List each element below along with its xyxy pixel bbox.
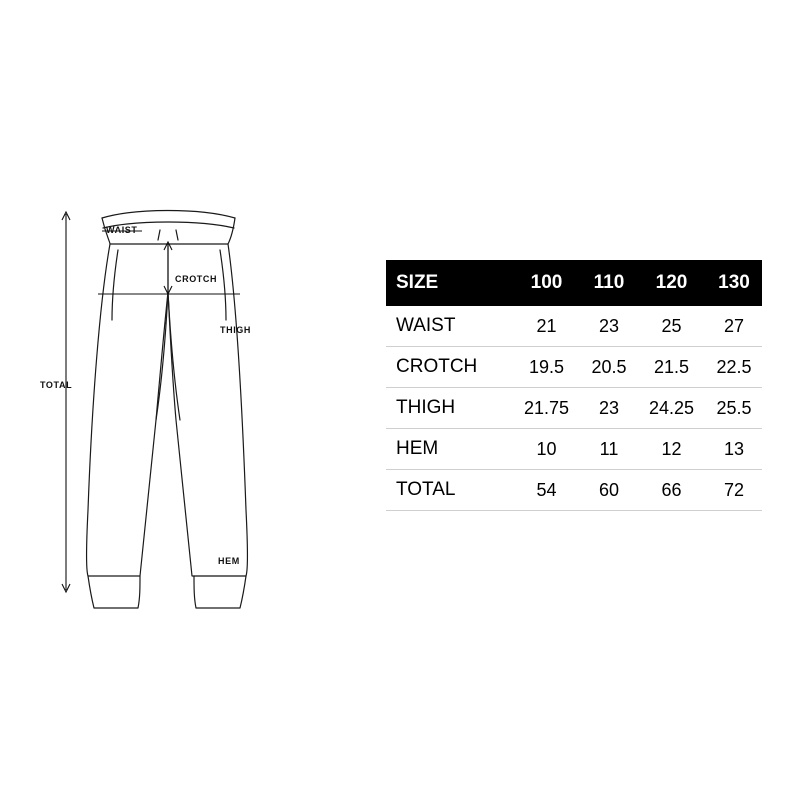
cell-total-130: 72 <box>706 470 762 511</box>
table-row <box>386 429 762 470</box>
cell-total-120: 66 <box>637 470 706 511</box>
header-size-110: 110 <box>581 260 637 306</box>
row-label-waist: WAIST <box>386 306 512 347</box>
cell-total-100: 54 <box>512 470 581 511</box>
cell-waist-100: 21 <box>512 306 581 347</box>
cell-thigh-130: 25.5 <box>706 388 762 429</box>
cell-waist-130: 27 <box>706 306 762 347</box>
size-chart-table <box>386 260 762 511</box>
cell-crotch-100: 19.5 <box>512 347 581 388</box>
left-cuff <box>88 576 140 608</box>
cell-thigh-120: 24.25 <box>637 388 706 429</box>
cell-waist-120: 25 <box>637 306 706 347</box>
cell-waist-110: 23 <box>581 306 637 347</box>
label-hem: HEM <box>218 556 240 566</box>
label-thigh: THIGH <box>220 325 251 335</box>
cell-hem-110: 11 <box>581 429 637 470</box>
label-waist: WAIST <box>106 225 138 235</box>
cell-hem-130: 13 <box>706 429 762 470</box>
cell-thigh-110: 23 <box>581 388 637 429</box>
header-size: SIZE <box>386 260 512 306</box>
header-size-100: 100 <box>512 260 581 306</box>
row-label-hem: HEM <box>386 429 512 470</box>
table-row <box>386 388 762 429</box>
row-label-crotch: CROTCH <box>386 347 512 388</box>
table-row <box>386 470 762 511</box>
label-crotch: CROTCH <box>175 274 218 284</box>
label-total: TOTAL <box>40 380 73 390</box>
row-label-thigh: THIGH <box>386 388 512 429</box>
size-chart-body <box>386 306 762 511</box>
waistband-top-line <box>102 211 235 219</box>
row-label-total: TOTAL <box>386 470 512 511</box>
header-size-120: 120 <box>637 260 706 306</box>
right-cuff <box>194 576 246 608</box>
cell-thigh-100: 21.75 <box>512 388 581 429</box>
cell-crotch-110: 20.5 <box>581 347 637 388</box>
cell-hem-120: 12 <box>637 429 706 470</box>
size-chart-head <box>386 260 762 306</box>
cell-crotch-130: 22.5 <box>706 347 762 388</box>
cell-total-110: 60 <box>581 470 637 511</box>
cell-hem-100: 10 <box>512 429 581 470</box>
pants-diagram <box>40 180 360 630</box>
table-row <box>386 347 762 388</box>
table-row <box>386 306 762 347</box>
drawcord-line <box>158 230 178 240</box>
left-pocket-line <box>112 250 118 320</box>
pants-illustration <box>40 180 360 630</box>
right-pocket-line <box>220 250 226 320</box>
inseam-line <box>156 292 180 420</box>
cell-crotch-120: 21.5 <box>637 347 706 388</box>
header-size-130: 130 <box>706 260 762 306</box>
table-header-row <box>386 260 762 306</box>
